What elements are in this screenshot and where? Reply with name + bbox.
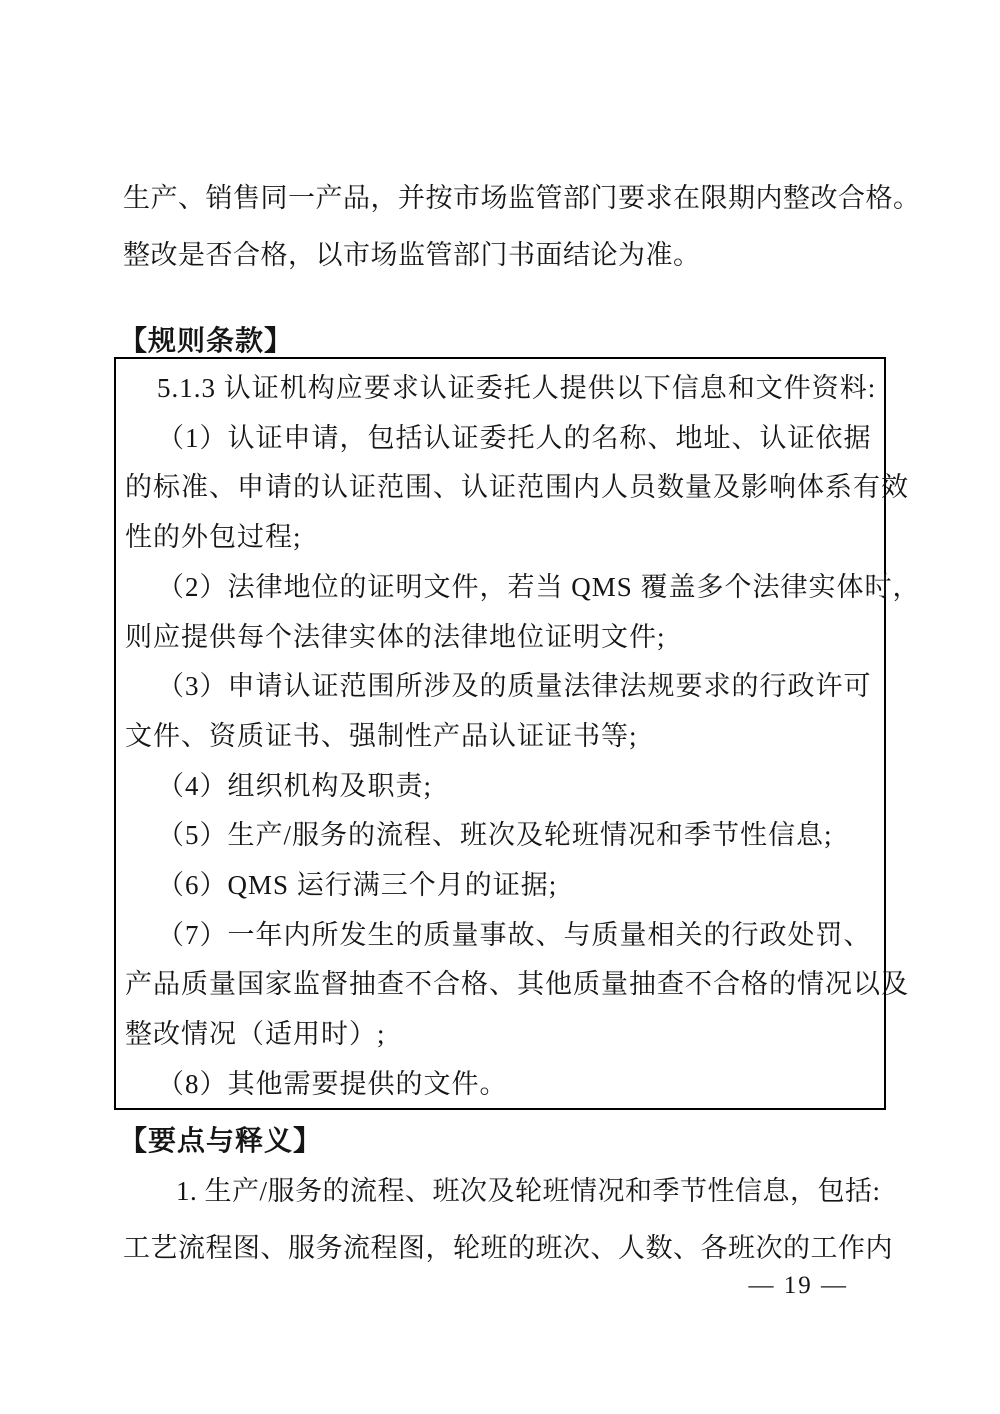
intro-line: 整改是否合格，以市场监管部门书面结论为准。 [123,240,701,270]
rule-line-item5: （5）生产/服务的流程、班次及轮班情况和季节性信息; [157,820,833,851]
rule-line: 性的外包过程; [125,522,302,553]
interpretation-line: 1. 生产/服务的流程、班次及轮班情况和季节性信息，包括: [176,1176,881,1206]
interpretation-line: 工艺流程图、服务流程图，轮班的班次、人数、各班次的工作内 [123,1233,893,1263]
rule-line-513: 5.1.3 认证机构应要求认证委托人提供以下信息和文件资料: [157,373,877,403]
rule-line-item2: （2）法律地位的证明文件，若当 QMS 覆盖多个法律实体时， [157,571,921,602]
rule-line-item8: （8）其他需要提供的文件。 [157,1068,508,1099]
intro-line: 生产、销售同一产品，并按市场监管部门要求在限期内整改合格。 [123,183,921,213]
rule-line: 则应提供每个法律实体的法律地位证明文件; [125,621,666,652]
rule-line-item4: （4）组织机构及职责; [157,770,433,801]
rule-line-item6: （6）QMS 运行满三个月的证据; [157,870,558,901]
rule-line-item1: （1）认证申请，包括认证委托人的名称、地址、认证依据 [157,422,872,453]
section-heading-rule-clauses: 【规则条款】 [119,325,294,356]
rule-line-item7: （7）一年内所发生的质量事故、与质量相关的行政处罚、 [157,919,872,950]
interpretation-paragraph [123,1163,893,1277]
page-number: — 19 — [748,1272,848,1299]
rule-line: 整改情况（适用时）; [125,1019,386,1050]
rule-line: 文件、资质证书、强制性产品认证证书等; [125,720,638,751]
section-heading-key-points: 【要点与释义】 [119,1125,323,1156]
rule-clause-box [114,357,921,1110]
intro-paragraph [123,170,921,284]
rule-line: 的标准、申请的认证范围、认证范围内人员数量及影响体系有效 [125,472,909,503]
rule-line-item3: （3）申请认证范围所涉及的质量法律法规要求的行政许可 [157,671,872,702]
rule-line: 产品质量国家监督抽查不合格、其他质量抽查不合格的情况以及 [125,969,909,1000]
